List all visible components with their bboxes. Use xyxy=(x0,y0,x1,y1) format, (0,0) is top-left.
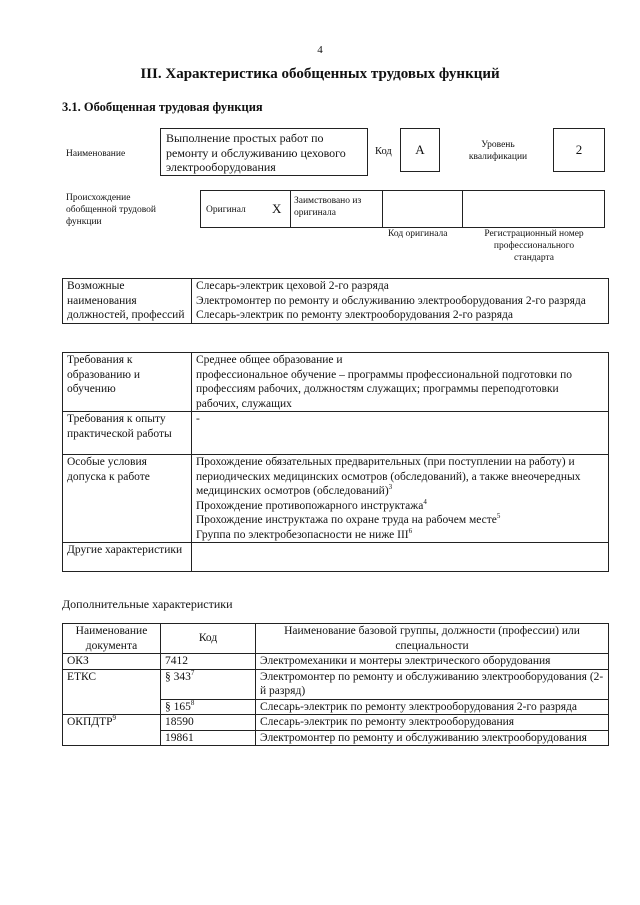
function-name-box xyxy=(160,128,368,176)
origin-label: Происхождение обобщенной трудовой функции xyxy=(66,193,156,227)
level-label: Уровень квалификации xyxy=(468,140,528,162)
other-value xyxy=(192,543,609,572)
doc-cell: ЕТКС xyxy=(63,669,161,715)
positions-label: Возможные наименования должностей, профессий xyxy=(63,279,192,324)
origin-divider xyxy=(462,190,463,228)
name-cell: Слесарь-электрик по ремонту электрооборудования xyxy=(256,715,609,731)
position-item: Слесарь-электрик по ремонту электрооборудования 2-го разряда xyxy=(196,309,513,321)
experience-label: Требования к опыту практической работы xyxy=(63,412,192,455)
table-header-row xyxy=(63,624,609,654)
table-row xyxy=(63,669,609,699)
original-mark: X xyxy=(272,201,282,216)
subsection-title: 3.1. Обобщенная трудовая функция xyxy=(62,100,263,114)
origin-box xyxy=(200,190,605,228)
education-line: Среднее общее образование и xyxy=(196,354,343,366)
code-cell: 7412 xyxy=(161,654,256,670)
name-label: Наименование xyxy=(66,149,126,159)
section-title: III. Характеристика обобщенных трудовых функций xyxy=(140,66,500,82)
code-cell: 19861 xyxy=(161,730,256,746)
code-original-caption: Код оригинала xyxy=(388,229,448,239)
table-row xyxy=(63,353,609,412)
name-cell: Слесарь-электрик по ремонту электрооборудования 2-го разряда xyxy=(256,699,609,715)
position-item: Электромонтер по ремонту и обслуживанию электрооборудования 2-го разряда xyxy=(196,294,586,307)
name-cell: Электромонтер по ремонту и обслуживанию электрооборудования xyxy=(256,730,609,746)
col-code-header: Код xyxy=(161,624,256,654)
education-label: Требования к образованию и обучению xyxy=(63,353,192,412)
col-name-header: Наименование базовой группы, должности (профессии) или специальности xyxy=(256,624,609,654)
origin-divider xyxy=(290,190,291,228)
additional-title: Дополнительные характеристики xyxy=(62,597,233,611)
education-line: профессиональное обучение – программы профессиональной подготовки по профессиям рабочих, должностям служащих; программы переподготовки рабочих, служащих xyxy=(196,368,572,410)
other-label: Другие характеристики xyxy=(63,543,192,572)
doc-cell: ОКПДТР$^9$ xyxy=(63,715,161,746)
doc-cell: ОКЗ xyxy=(63,654,161,670)
table-row xyxy=(63,715,609,731)
code-cell: § $165^8$ xyxy=(161,699,256,715)
table-row xyxy=(63,455,609,543)
position-item: Слесарь-электрик цеховой 2-го разряда xyxy=(196,280,389,292)
additional-table xyxy=(62,623,609,746)
condition-item: Прохождение инструктажа по охране труда на рабочем месте$^5$ xyxy=(196,512,501,526)
name-cell: Электромонтер по ремонту и обслуживанию электрооборудования (2-й разряд) xyxy=(256,669,609,699)
code-label: Код xyxy=(375,146,392,157)
positions-values xyxy=(192,279,609,324)
page-number: 4 xyxy=(317,44,323,56)
reg-number-caption: Регистрационный номер профессионального стандарта xyxy=(484,229,584,263)
condition-item: Прохождение обязательных предварительных (при поступлении на работу) и периодических медицинских осмотров (обследований), а также внеочередных медицинских осмотров (обследований)$^3$ xyxy=(196,456,581,497)
name-cell: Электромеханики и монтеры электрического оборудования xyxy=(256,654,609,670)
borrowed-label: Заимствовано из оригинала xyxy=(294,196,362,218)
conditions-label: Особые условия допуска к работе xyxy=(63,455,192,543)
function-name-value: Выполнение простых работ по ремонту и обслуживанию цехового электрооборудования xyxy=(166,131,346,174)
code-cell: 18590 xyxy=(161,715,256,731)
requirements-table xyxy=(62,352,609,572)
code-value-box xyxy=(400,128,440,172)
level-value-box xyxy=(553,128,605,172)
condition-item: Прохождение противопожарного инструктажа$^4$ xyxy=(196,497,427,512)
code-cell: § $343^7$ xyxy=(161,669,256,699)
conditions-values xyxy=(192,455,609,543)
table-row xyxy=(63,543,609,572)
education-value xyxy=(192,353,609,412)
original-label: Оригинал xyxy=(206,205,246,215)
code-value: A xyxy=(415,142,425,157)
table-row xyxy=(63,412,609,455)
table-row xyxy=(63,654,609,670)
positions-table xyxy=(62,278,609,324)
col-doc-header: Наименование документа xyxy=(63,624,161,654)
experience-value: - xyxy=(192,412,609,455)
condition-item: Группа по электробезопасности не ниже III$^6$ xyxy=(196,526,413,541)
table-row xyxy=(63,279,609,324)
level-value: 2 xyxy=(575,142,583,157)
origin-divider xyxy=(382,190,383,228)
